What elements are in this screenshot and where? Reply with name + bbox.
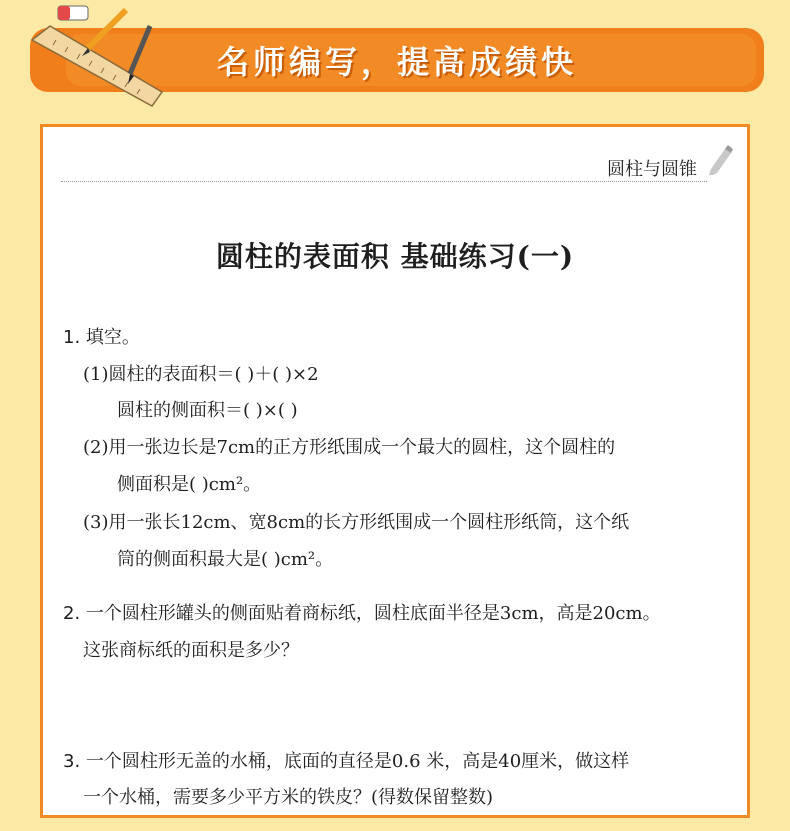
- question-number: 3.: [63, 751, 81, 772]
- q2-line2: 这张商标纸的面积是多少？: [83, 640, 299, 661]
- question-text: 一个圆柱形无盖的水桶，底面的直径是0.6 米，高是40厘米，做这样: [85, 751, 630, 772]
- pencil-icon-2: [128, 26, 150, 84]
- q3-line2: 一个水桶，需要多少平方米的铁皮？(得数保留整数): [83, 787, 494, 808]
- divider-dotted: [61, 181, 707, 182]
- chapter-label: 圆柱与圆锥: [607, 159, 697, 180]
- pencil-icon: [705, 145, 733, 177]
- q1-part3-line1: (3)用一张长12cm、宽8cm的长方形纸围成一个圆柱形纸筒，这个纸: [83, 512, 630, 533]
- banner-title: 名师编写，提高成绩快: [216, 43, 577, 81]
- question-2: [63, 599, 661, 625]
- q1-part2-line1: (2)用一张边长是7cm的正方形纸围成一个最大的圆柱，这个圆柱的: [83, 437, 616, 458]
- q1-part1-line2: 圆柱的侧面积＝( )×( ): [117, 400, 298, 421]
- q1-part3-line2: 筒的侧面积最大是( )cm²。: [117, 549, 334, 570]
- eraser-icon: [58, 6, 88, 20]
- ruler-pencil-illustration: [18, 0, 168, 110]
- question-text: 填空。: [85, 327, 140, 348]
- page-title: 圆柱的表面积 基础练习(一): [215, 240, 575, 273]
- q1-part1-line1: (1)圆柱的表面积＝( )＋( )×2: [83, 364, 319, 385]
- q1-part2-line2: 侧面积是( )cm²。: [117, 474, 262, 495]
- question-number: 2.: [63, 603, 81, 624]
- worksheet-paper: [40, 124, 750, 818]
- question-3: [63, 747, 629, 773]
- question-number: 1.: [63, 327, 81, 348]
- question-1: [63, 323, 140, 349]
- question-text: 一个圆柱形罐头的侧面贴着商标纸，圆柱底面半径是3cm，高是20cm。: [85, 603, 661, 624]
